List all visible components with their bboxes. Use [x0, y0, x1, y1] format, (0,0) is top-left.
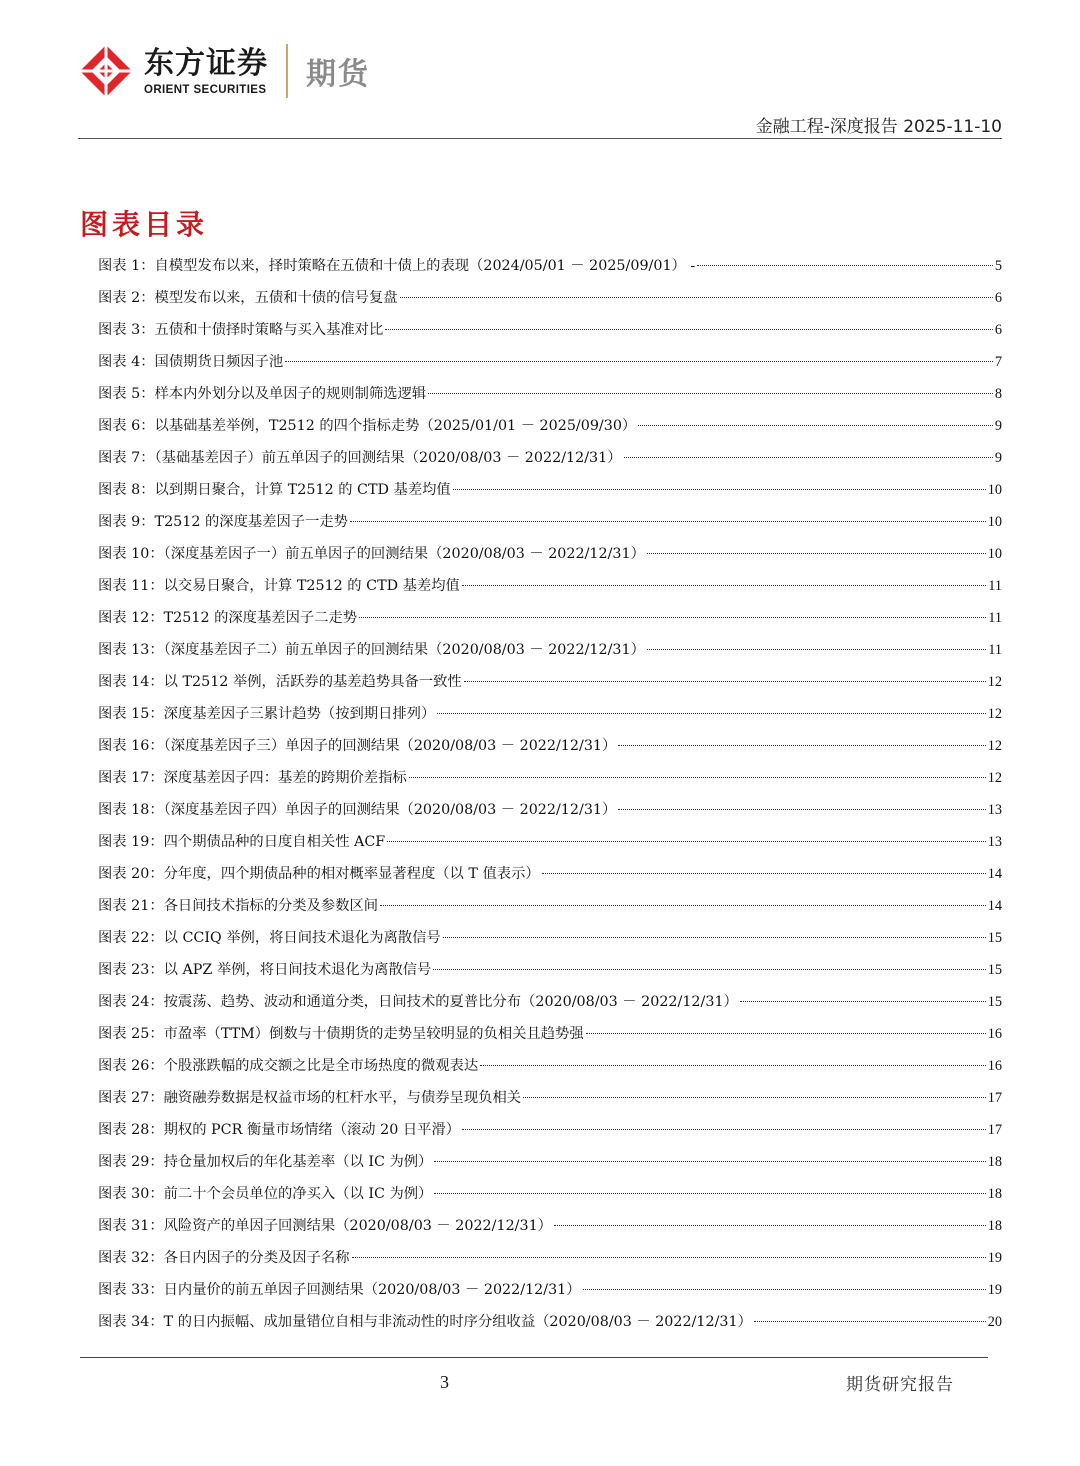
- toc-leader-dots: [583, 1289, 986, 1290]
- report-type: 金融工程-深度报告 2025-11-10: [755, 117, 1002, 137]
- toc-entry-label: 图表 22：以 CCIQ 举例，将日间技术退化为离散信号: [98, 930, 441, 946]
- toc-entry-label: 图表 15：深度基差因子三累计趋势（按到期日排列）: [98, 706, 436, 722]
- toc-entry-page: 7: [994, 354, 1002, 370]
- toc-entry-label: 图表 27：融资融券数据是权益市场的杠杆水平，与债券呈现负相关: [98, 1090, 522, 1106]
- toc-entry-page: 10: [987, 482, 1002, 498]
- toc-entry-page: 18: [987, 1186, 1002, 1202]
- toc-entry[interactable]: [98, 858, 1002, 890]
- brand-name-en: ORIENT SECURITIES: [144, 84, 267, 96]
- toc-entry-label: 图表 28：期权的 PCR 衡量市场情绪（滚动 20 日平滑）: [98, 1122, 461, 1138]
- header-logo: [78, 40, 370, 102]
- toc-entry-page: 6: [994, 290, 1002, 306]
- toc-entry[interactable]: [98, 1146, 1002, 1178]
- toc-leader-dots: [443, 937, 986, 938]
- toc-entry-page: 16: [987, 1026, 1002, 1042]
- toc-entry-page: 16: [987, 1058, 1002, 1074]
- toc-leader-dots: [754, 1321, 986, 1322]
- toc-entry[interactable]: [98, 1242, 1002, 1274]
- toc-entry-label: 图表 10：（深度基差因子一）前五单因子的回测结果（2020/08/03 － 2022/12/31）: [98, 546, 645, 562]
- toc-entry[interactable]: [98, 442, 1002, 474]
- toc-leader-dots: [464, 681, 986, 682]
- toc-entry-label: 图表 31：风险资产的单因子回测结果（2020/08/03 － 2022/12/31）: [98, 1218, 552, 1234]
- toc-leader-dots: [624, 457, 993, 458]
- toc-leader-dots: [462, 1129, 986, 1130]
- toc-entry[interactable]: [98, 506, 1002, 538]
- toc-leader-dots: [437, 713, 985, 714]
- toc-entry-page: 8: [994, 386, 1002, 402]
- toc-leader-dots: [387, 841, 985, 842]
- toc-entry[interactable]: [98, 698, 1002, 730]
- toc-entry-label: 图表 26：个股涨跌幅的成交额之比是全市场热度的微观表达: [98, 1058, 479, 1074]
- toc-entry[interactable]: [98, 570, 1002, 602]
- toc-entry-page: 10: [987, 514, 1002, 530]
- toc-leader-dots: [462, 585, 986, 586]
- toc-entry[interactable]: [98, 410, 1002, 442]
- brand-name-cn: 东方证券: [144, 46, 268, 81]
- toc-entry-label: 图表 25：市盈率（TTM）倒数与十债期货的走势呈较明显的负相关且趋势强: [98, 1026, 584, 1042]
- toc-entry-label: 图表 13：（深度基差因子二）前五单因子的回测结果（2020/08/03 － 2022/12/31）: [98, 642, 645, 658]
- toc-leader-dots: [542, 873, 986, 874]
- toc-leader-dots: [428, 393, 993, 394]
- logo-divider: [286, 44, 288, 98]
- toc-entry[interactable]: [98, 890, 1002, 922]
- header-rule: [78, 138, 1002, 139]
- product-label: 期货: [306, 57, 370, 92]
- page-number: 3: [440, 1372, 449, 1392]
- toc-entry-page: 12: [987, 770, 1002, 786]
- toc-entry[interactable]: [98, 1018, 1002, 1050]
- toc-entry[interactable]: [98, 1082, 1002, 1114]
- toc-leader-dots: [352, 1257, 986, 1258]
- toc-entry-page: 5: [994, 258, 1002, 274]
- page-title: 图表目录: [80, 208, 209, 241]
- toc-leader-dots: [453, 489, 986, 490]
- toc-entry-label: 图表 5：样本内外划分以及单因子的规则制筛选逻辑: [98, 386, 427, 402]
- toc-entry-label: 图表 8：以到期日聚合，计算 T2512 的 CTD 基差均值: [98, 482, 451, 498]
- toc-leader-dots: [434, 1193, 985, 1194]
- toc-entry-label: 图表 20：分年度，四个期债品种的相对概率显著程度（以 T 值表示）: [98, 866, 540, 882]
- toc-entry[interactable]: [98, 922, 1002, 954]
- toc-entry[interactable]: [98, 730, 1002, 762]
- toc-entry-label: 图表 33：日内量价的前五单因子回测结果（2020/08/03 － 2022/12/31）: [98, 1282, 581, 1298]
- toc-entry[interactable]: [98, 634, 1002, 666]
- toc-entry-page: 18: [987, 1218, 1002, 1234]
- toc-entry-page: 11: [988, 642, 1002, 658]
- toc-entry[interactable]: [98, 314, 1002, 346]
- toc-entry-label: 图表 16：（深度基差因子三）单因子的回测结果（2020/08/03 － 2022/12/31）: [98, 738, 617, 754]
- footer-rule: [80, 1357, 988, 1358]
- toc-entry[interactable]: [98, 762, 1002, 794]
- toc-entry-page: 12: [987, 738, 1002, 754]
- toc-entry-page: 15: [987, 994, 1002, 1010]
- brand-block: [144, 46, 268, 96]
- toc-entry-page: 20: [987, 1314, 1002, 1330]
- toc-entry[interactable]: [98, 986, 1002, 1018]
- toc-entry-label: 图表 32：各日内因子的分类及因子名称: [98, 1250, 350, 1266]
- toc-leader-dots: [285, 361, 993, 362]
- toc-entry-label: 图表 23：以 APZ 举例，将日间技术退化为离散信号: [98, 962, 432, 978]
- toc-entry-label: 图表 17：深度基差因子四：基差的跨期价差指标: [98, 770, 407, 786]
- toc-leader-dots: [359, 617, 986, 618]
- toc-entry-label: 图表 14：以 T2512 举例，活跃券的基差趋势具备一致性: [98, 674, 462, 690]
- toc-entry-label: 图表 34：T 的日内振幅、成加量错位自相与非流动性的时序分组收益（2020/08/03 － 2022/12/31）: [98, 1314, 752, 1330]
- toc-leader-dots: [618, 745, 985, 746]
- toc-entry-label: 图表 7：（基础基差因子）前五单因子的回测结果（2020/08/03 － 2022/12/31）: [98, 450, 622, 466]
- toc-entry-label: 图表 6：以基础基差举例，T2512 的四个指标走势（2025/01/01 － 2025/09/30）: [98, 418, 637, 434]
- toc-entry-page: 18: [987, 1154, 1002, 1170]
- toc-entry-page: 15: [987, 930, 1002, 946]
- toc-entry[interactable]: [98, 1050, 1002, 1082]
- toc-leader-dots: [647, 649, 986, 650]
- toc-entry-page: 9: [994, 418, 1002, 434]
- toc-entry[interactable]: [98, 250, 1002, 282]
- toc-entry-page: 17: [987, 1122, 1002, 1138]
- toc-entry[interactable]: [98, 794, 1002, 826]
- toc-entry[interactable]: [98, 1114, 1002, 1146]
- footer-label: 期货研究报告: [846, 1375, 954, 1395]
- toc-leader-dots: [433, 969, 985, 970]
- toc-entry-page: 13: [987, 834, 1002, 850]
- toc-leader-dots: [400, 297, 993, 298]
- toc-entry-label: 图表 12：T2512 的深度基差因子二走势: [98, 610, 358, 626]
- toc-entry-page: 6: [994, 322, 1002, 338]
- toc-entry-label: 图表 24：按震荡、趋势、波动和通道分类，日间技术的夏普比分布（2020/08/03 － 2022/12/31）: [98, 994, 738, 1010]
- toc-entry-label: 图表 18：（深度基差因子四）单因子的回测结果（2020/08/03 － 2022/12/31）: [98, 802, 617, 818]
- toc-entry-page: 11: [988, 578, 1002, 594]
- toc-entry-page: 17: [987, 1090, 1002, 1106]
- toc-entry-page: 19: [987, 1250, 1002, 1266]
- toc-entry-label: 图表 2：模型发布以来，五债和十债的信号复盘: [98, 290, 398, 306]
- toc-leader-dots: [480, 1065, 986, 1066]
- toc-entry[interactable]: [98, 474, 1002, 506]
- toc-leader-dots: [385, 329, 993, 330]
- toc-entry-page: 14: [987, 866, 1002, 882]
- toc-entry[interactable]: [98, 826, 1002, 858]
- toc-entry-page: 10: [987, 546, 1002, 562]
- toc-entry[interactable]: [98, 1210, 1002, 1242]
- toc-leader-dots: [618, 809, 985, 810]
- toc-entry-page: 12: [987, 706, 1002, 722]
- toc-entry[interactable]: [98, 282, 1002, 314]
- toc-entry-page: 14: [987, 898, 1002, 914]
- toc-entry-page: 12: [987, 674, 1002, 690]
- toc-entry-label: 图表 4：国债期货日频因子池: [98, 354, 284, 370]
- toc-entry-label: 图表 1：自模型发布以来，择时策略在五债和十债上的表现（2024/05/01 － 2025/09/01） -: [98, 258, 696, 274]
- toc-entry[interactable]: [98, 346, 1002, 378]
- toc-entry[interactable]: [98, 1178, 1002, 1210]
- toc-leader-dots: [638, 425, 993, 426]
- toc-entry[interactable]: [98, 602, 1002, 634]
- toc-entry-label: 图表 30：前二十个会员单位的净买入（以 IC 为例）: [98, 1186, 433, 1202]
- toc-entry-label: 图表 3：五债和十债择时策略与买入基准对比: [98, 322, 384, 338]
- toc-leader-dots: [409, 777, 986, 778]
- toc-leader-dots: [350, 521, 986, 522]
- toc-entry-page: 15: [987, 962, 1002, 978]
- toc-entry-page: 11: [988, 610, 1002, 626]
- figure-list: [98, 250, 1002, 1338]
- toc-entry-label: 图表 11：以交易日聚合，计算 T2512 的 CTD 基差均值: [98, 578, 460, 594]
- toc-leader-dots: [697, 265, 993, 266]
- toc-leader-dots: [647, 553, 986, 554]
- toc-entry-label: 图表 19：四个期债品种的日度自相关性 ACF: [98, 834, 386, 850]
- toc-leader-dots: [380, 905, 986, 906]
- toc-leader-dots: [523, 1097, 986, 1098]
- toc-entry-label: 图表 21：各日间技术指标的分类及参数区间: [98, 898, 379, 914]
- toc-entry[interactable]: [98, 666, 1002, 698]
- toc-entry-label: 图表 29：持仓量加权后的年化基差率（以 IC 为例）: [98, 1154, 433, 1170]
- orient-logo-icon: [78, 43, 134, 99]
- toc-entry[interactable]: [98, 954, 1002, 986]
- toc-entry[interactable]: [98, 1306, 1002, 1338]
- toc-entry-page: 19: [987, 1282, 1002, 1298]
- toc-leader-dots: [434, 1161, 985, 1162]
- toc-entry[interactable]: [98, 1274, 1002, 1306]
- toc-leader-dots: [740, 1001, 986, 1002]
- toc-entry[interactable]: [98, 538, 1002, 570]
- toc-entry-page: 13: [987, 802, 1002, 818]
- toc-entry-page: 9: [994, 450, 1002, 466]
- toc-entry-label: 图表 9：T2512 的深度基差因子一走势: [98, 514, 348, 530]
- toc-leader-dots: [586, 1033, 986, 1034]
- toc-leader-dots: [554, 1225, 986, 1226]
- toc-entry[interactable]: [98, 378, 1002, 410]
